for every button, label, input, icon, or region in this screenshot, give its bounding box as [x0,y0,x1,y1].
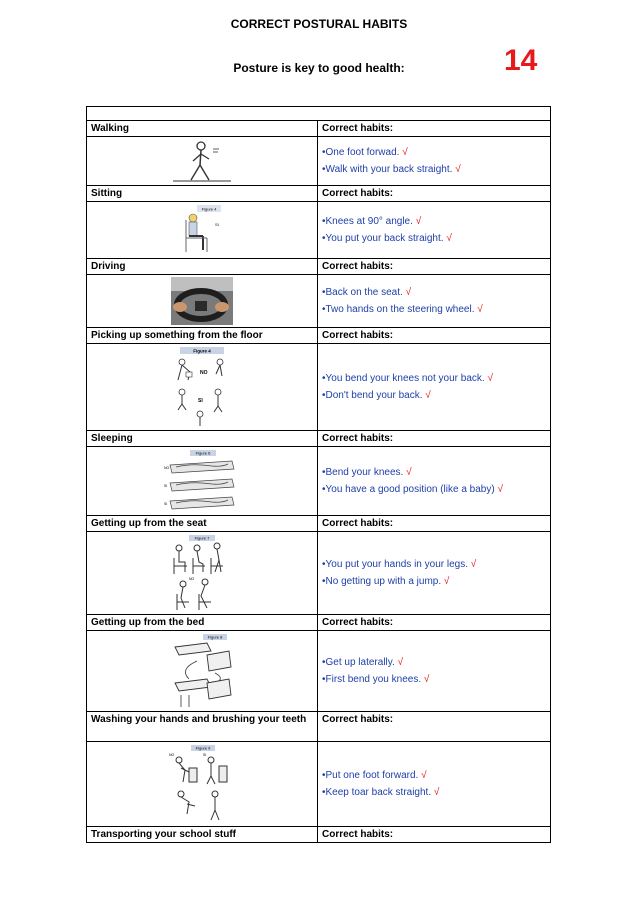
check-mark-icon: √ [425,390,431,401]
habit-item: •Walk with your back straight. √ [322,164,461,175]
table-row [87,431,551,447]
table-row [87,202,551,259]
figure-label: Figure 9 [195,745,211,751]
habit-item: •Put one foot forward. √ [322,770,427,781]
page-number: 14 [504,44,538,77]
habit-item: •You bend your knees not your back. √ [322,373,493,384]
table-row [87,742,551,827]
habits-cell [318,742,551,827]
figure-mark: SI [198,398,203,404]
table-row [87,532,551,615]
table-row [87,121,551,137]
check-mark-icon: √ [455,164,461,175]
getting-up-seat-figure [87,532,318,615]
steering-wheel-photo [171,277,233,325]
picking-up-figure [87,344,318,431]
sleeping-illustration [162,449,242,513]
sitting-figure [87,202,318,259]
check-mark-icon: √ [423,674,430,685]
activity-label: Getting up from the bed [87,615,318,631]
figure-mark: SI [164,502,168,506]
habit-item: •You have a good position (like a baby) √ [322,484,503,495]
habits-cell [318,631,551,712]
correct-habits-label: Correct habits: [318,259,551,275]
table-row [87,447,551,516]
habit-item: •You put your hands in your legs. √ [322,559,477,570]
sleeping-figure [87,447,318,516]
activity-label: Driving [87,259,318,275]
posture-table [86,106,551,843]
habits-cell [318,137,551,186]
correct-habits-label: Correct habits: [318,712,551,742]
washing-figure [87,742,318,827]
table-row [87,275,551,328]
washing-illustration [167,744,237,824]
check-mark-icon: √ [397,657,404,668]
figure-mark: SI [164,484,168,488]
habits-cell [318,532,551,615]
correct-habits-label: Correct habits: [318,827,551,843]
check-mark-icon: √ [443,576,450,587]
figure-label: Figure 8 [207,634,223,640]
correct-habits-label: Correct habits: [318,431,551,447]
table-row [87,516,551,532]
check-mark-icon: √ [477,304,483,315]
figure-mark: NO [189,577,195,581]
activity-label: Sleeping [87,431,318,447]
habit-item: •Bend your knees. √ [322,467,412,478]
figure-mark: SI [215,222,219,227]
activity-label: Walking [87,121,318,137]
activity-label: Getting up from the seat [87,516,318,532]
habit-item: •Don't bend your back. √ [322,390,431,401]
correct-habits-label: Correct habits: [318,328,551,344]
check-mark-icon: √ [446,233,452,244]
driving-photo [87,275,318,328]
table-row [87,712,551,742]
check-mark-icon: √ [433,787,440,798]
habit-item: •Back on the seat. √ [322,287,412,298]
table-row [87,259,551,275]
check-mark-icon: √ [415,216,422,227]
table-blank-row [87,107,551,121]
table-row [87,328,551,344]
table-row [87,137,551,186]
getting-up-seat-illustration [169,534,235,612]
check-mark-icon: √ [402,147,408,158]
table-row [87,344,551,431]
page-subtitle: Posture is key to good health: [233,61,405,75]
check-mark-icon: √ [405,287,412,298]
habit-item: •No getting up with a jump. √ [322,576,450,587]
habit-item: •You put your back straight. √ [322,233,452,244]
habit-item: •Keep toar back straight. √ [322,787,440,798]
habits-cell [318,275,551,328]
getting-up-bed-figure [87,631,318,712]
figure-mark: NO [200,370,208,376]
figure-mark: NO [164,466,170,470]
check-mark-icon: √ [497,484,503,495]
activity-label: Sitting [87,186,318,202]
check-mark-icon: √ [487,373,493,384]
habit-item: •Knees at 90° angle. √ [322,216,422,227]
getting-up-bed-illustration [167,633,237,709]
habits-cell [318,447,551,516]
correct-habits-label: Correct habits: [318,615,551,631]
table-row [87,186,551,202]
page-title: CORRECT POSTURAL HABITS [230,17,408,31]
figure-label: Figure 7 [194,535,210,541]
activity-label: Transporting your school stuff [87,827,318,843]
figure-label: Figure 4 [193,348,211,354]
table-row [87,827,551,843]
check-mark-icon: √ [406,467,412,478]
walking-figure [87,137,318,186]
habit-item: •First bend you knees. √ [322,674,430,685]
check-mark-icon: √ [421,770,427,781]
walking-person-icon [171,139,233,183]
correct-habits-label: Correct habits: [318,516,551,532]
sitting-person-icon [177,204,227,256]
figure-mark: NO [169,753,175,757]
correct-habits-label: Correct habits: [318,186,551,202]
habit-item: •Get up laterally. √ [322,657,404,668]
activity-label: Picking up something from the floor [87,328,318,344]
figure-label: Figure 4 [201,206,217,212]
picking-up-illustration [170,346,234,428]
activity-label: Washing your hands and brushing your teeth [87,712,318,742]
habits-cell [318,344,551,431]
correct-habits-label: Correct habits: [318,121,551,137]
table-row [87,631,551,712]
habit-item: •Two hands on the steering wheel. √ [322,304,483,315]
figure-mark: SI [203,753,207,757]
habit-item: •One foot forwad. √ [322,147,408,158]
habits-cell [318,202,551,259]
figure-label: Figure 6 [195,450,211,456]
table-row [87,615,551,631]
check-mark-icon: √ [470,559,477,570]
